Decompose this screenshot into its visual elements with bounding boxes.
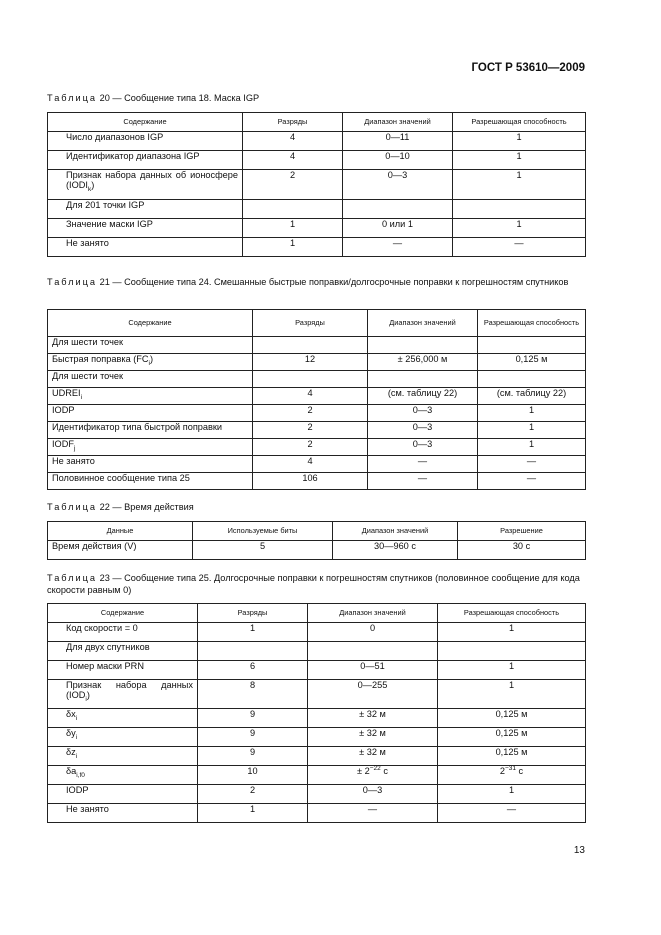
cell-range [308,785,438,804]
table-row [48,337,586,354]
cell-range [308,747,438,766]
cell-text: Для шести точек [52,337,124,347]
cell-resolution [453,200,586,219]
cell-bits: 106 [253,473,368,490]
table-label: Таблица [47,502,98,512]
table-row [48,747,586,766]
cell-text: 0,125 м [495,747,528,757]
cell-bits: 4 [243,132,343,151]
cell-text: Признак набора данных об ионосфере (IODI [66,170,238,190]
cell-text-tail: с [380,766,388,776]
cell-range [308,766,438,785]
cell-content: Значение маски IGP [48,219,243,238]
cell-resolution [438,766,586,785]
cell-content [48,728,198,747]
header-resolution: Разрешающая способность [478,310,586,337]
cell-bits: 5 [193,541,333,560]
table-label: Таблица [47,93,98,103]
cell-text: UDREI [52,388,81,398]
table-label: Таблица [47,277,98,287]
cell-range [308,709,438,728]
cell-bits: 8 [198,680,308,709]
cell-text: 2 [499,766,505,776]
cell-content [48,680,198,709]
cell-text: Не занято [52,456,95,466]
table-row [48,354,586,371]
cell-text: δa [66,766,77,776]
cell-content: Для 201 точки IGP [48,200,243,219]
cell-text: Для шести точек [52,371,124,381]
cell-content [48,766,198,785]
cell-bits: 12 [253,354,368,371]
cell-text: IODP [52,405,75,415]
cell-bits [198,642,308,661]
cell-resolution: 1 [453,219,586,238]
table-row [48,371,586,388]
standard-header: ГОСТ Р 53610—2009 [471,62,585,74]
cell-range [308,642,438,661]
cell-text: 0—255 [357,680,388,690]
cell-range: 0—11 [343,132,453,151]
cell-bits: 1 [243,219,343,238]
cell-text: Номер маски PRN [66,661,144,671]
cell-text-tail: ) [86,690,90,700]
cell-resolution: 30 с [458,541,586,560]
cell-range: — [343,238,453,257]
cell-superscript: −31 [504,764,516,772]
cell-content [48,405,253,422]
cell-bits [253,337,368,354]
table-row [48,151,586,170]
table-row [48,405,586,422]
cell-resolution [438,804,586,823]
cell-bits [243,200,343,219]
cell-text: IODP [66,785,89,795]
header-range: Диапазон значений [333,522,458,541]
cell-range [308,661,438,680]
table22 [47,521,586,560]
table22-caption-text: 22 — Время действия [99,502,194,512]
cell-subscript: i [80,393,83,401]
cell-subscript: i [75,733,78,741]
cell-text: Не занято [66,804,109,814]
cell-text: ± 32 м [359,709,386,719]
cell-text: Половинное сообщение типа 25 [52,473,190,483]
cell-superscript: −22 [369,764,381,772]
cell-text: 0,125 м [495,728,528,738]
cell-resolution [438,623,586,642]
header-range: Диапазон значений [308,604,438,623]
cell-subscript: i [75,752,78,760]
cell-resolution: 1 [478,405,586,422]
table22-caption [47,501,585,513]
cell-range: 30—960 с [333,541,458,560]
cell-text: 0—51 [360,661,385,671]
cell-resolution: 1 [453,151,586,170]
cell-range [308,804,438,823]
cell-resolution [438,680,586,709]
cell-text: 1 [508,623,515,633]
cell-text: — [367,804,378,814]
cell-text: IODF [52,439,74,449]
table-row [48,728,586,747]
cell-resolution [438,785,586,804]
table-row [48,132,586,151]
table-row [48,766,586,785]
cell-range: — [368,456,478,473]
cell-range: 0—3 [368,439,478,456]
cell-resolution: — [478,456,586,473]
cell-bits: 2 [253,422,368,439]
cell-text: Код скорости = 0 [66,623,138,633]
cell-resolution [438,661,586,680]
cell-resolution: — [453,238,586,257]
table-row [48,200,586,219]
cell-content [48,804,198,823]
cell-text: 1 [508,661,515,671]
page-number: 13 [573,845,585,856]
cell-subscript: j [73,444,76,452]
cell-resolution [438,642,586,661]
cell-subscript: i [148,359,150,367]
header-range: Диапазон значений [368,310,478,337]
cell-text: 0—3 [362,785,383,795]
cell-bits: 2 [253,405,368,422]
cell-text: 1 [508,680,515,690]
table-row [48,785,586,804]
cell-resolution [478,337,586,354]
table-row [48,219,586,238]
cell-resolution: (см. таблицу 22) [478,388,586,405]
cell-bits: 2 [253,439,368,456]
cell-range [368,337,478,354]
table21 [47,309,586,490]
header-resolution: Разрешение [458,522,586,541]
cell-range: 0 или 1 [343,219,453,238]
cell-content [48,642,198,661]
cell-resolution [438,728,586,747]
cell-resolution [478,371,586,388]
table20-caption [47,92,585,104]
cell-text-tail: с [516,766,524,776]
header-used-bits: Используемые биты [193,522,333,541]
table-row [48,804,586,823]
cell-text: Признак набора данных (IOD [66,680,193,700]
cell-text: ± 32 м [359,747,386,757]
cell-text: ± 32 м [359,728,386,738]
cell-resolution [438,747,586,766]
cell-resolution: 1 [453,170,586,200]
cell-subscript: i,f0 [76,771,85,779]
cell-content: Идентификатор диапазона IGP [48,151,243,170]
cell-text: — [506,804,517,814]
cell-range [343,200,453,219]
cell-bits: 2 [198,785,308,804]
cell-text: Идентификатор типа быстрой поправки [52,422,223,432]
table-label: Таблица [47,573,98,583]
cell-text: δx [66,709,76,719]
cell-text: δz [66,747,76,757]
cell-content [48,337,253,354]
cell-range: 0—3 [343,170,453,200]
cell-range: ± 256,000 м [368,354,478,371]
cell-content [48,439,253,456]
cell-bits: 2 [243,170,343,200]
cell-bits: 10 [198,766,308,785]
table20 [47,112,586,257]
cell-range: — [368,473,478,490]
header-resolution: Разрешающая способность [438,604,586,623]
table23-caption [47,572,585,596]
cell-resolution: — [478,473,586,490]
cell-bits: 6 [198,661,308,680]
cell-subscript: i [75,714,78,722]
header-content: Содержание [48,604,198,623]
table-row [48,238,586,257]
cell-text: ± 2 [357,766,370,776]
cell-range: (см. таблицу 22) [368,388,478,405]
cell-subscript: i [85,695,87,703]
cell-range [368,371,478,388]
cell-resolution: 0,125 м [478,354,586,371]
cell-content [48,747,198,766]
table23 [47,603,586,823]
cell-resolution [438,709,586,728]
cell-resolution: 1 [478,439,586,456]
cell-text: 1 [508,785,515,795]
cell-content: Время действия (V) [48,541,193,560]
cell-text: 0 [369,623,376,633]
table-row [48,170,586,200]
cell-bits: 9 [198,728,308,747]
cell-text: δy [66,728,76,738]
cell-content [48,371,253,388]
table23-caption-text: 23 — Сообщение типа 25. Долгосрочные поправки к погрешностям спутников (половинное сообщение для кода скорости равным 0) [47,573,580,595]
cell-bits: 9 [198,709,308,728]
table-row [48,388,586,405]
table-row [48,680,586,709]
table-row [48,661,586,680]
cell-bits: 1 [198,804,308,823]
header-bits: Разряды [198,604,308,623]
cell-text-tail: ) [150,354,154,364]
cell-range: 0—3 [368,422,478,439]
cell-content [48,623,198,642]
cell-text-tail: ) [91,180,95,190]
table-row [48,422,586,439]
header-resolution: Разрешающая способность [453,113,586,132]
table-row [48,541,586,560]
cell-bits: 1 [198,623,308,642]
cell-content: Не занято [48,238,243,257]
cell-range [308,680,438,709]
cell-content: Число диапазонов IGP [48,132,243,151]
cell-bits: 4 [253,456,368,473]
cell-text: Быстрая поправка (FC [52,354,149,364]
cell-range: 0—3 [368,405,478,422]
cell-content [48,661,198,680]
table-row [48,473,586,490]
table-row [48,439,586,456]
header-content: Содержание [48,310,253,337]
cell-text: Для двух спутников [66,642,150,652]
cell-resolution: 1 [453,132,586,151]
cell-content [48,422,253,439]
table-row [48,623,586,642]
cell-subscript: k [87,185,92,193]
cell-content [48,456,253,473]
cell-resolution: 1 [478,422,586,439]
cell-content [48,388,253,405]
cell-bits [253,371,368,388]
header-bits: Разряды [253,310,368,337]
cell-text: 0,125 м [495,709,528,719]
cell-range: 0—10 [343,151,453,170]
header-bits: Разряды [243,113,343,132]
cell-bits: 9 [198,747,308,766]
header-content: Содержание [48,113,243,132]
header-range: Диапазон значений [343,113,453,132]
table-row [48,456,586,473]
cell-content [48,709,198,728]
table-row [48,709,586,728]
cell-range [308,728,438,747]
cell-bits: 4 [253,388,368,405]
cell-content [48,785,198,804]
cell-content [48,473,253,490]
table-row [48,642,586,661]
cell-content [48,354,253,371]
cell-content [48,170,243,200]
table20-caption-text: 20 — Сообщение типа 18. Маска IGP [99,93,260,103]
cell-bits: 1 [243,238,343,257]
table21-caption-text: 21 — Сообщение типа 24. Смешанные быстрые поправки/долгосрочные поправки к погрешностям спутников [99,277,569,287]
header-data: Данные [48,522,193,541]
table21-caption [47,276,585,288]
cell-range [308,623,438,642]
cell-bits: 4 [243,151,343,170]
